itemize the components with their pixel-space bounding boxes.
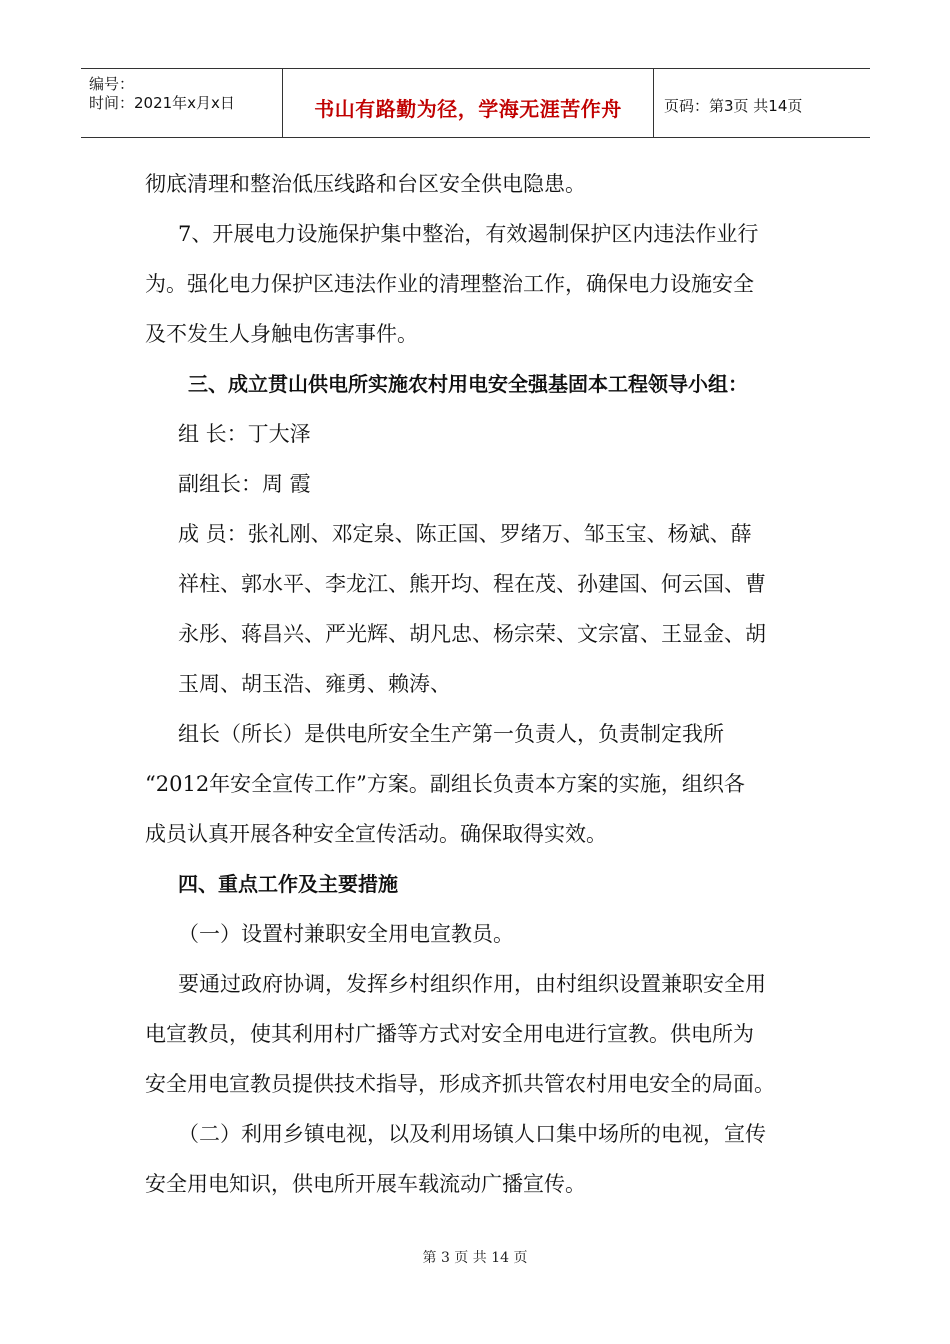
header-motto-cell [283,69,654,137]
header-page-info: 页码：第3页 共14页 [664,97,803,115]
members-line: 成 员：张礼刚、邓定泉、陈正国、罗绪万、邹玉宝、杨斌、薛 [178,522,752,546]
body-line: 成员认真开展各种安全宣传活动。确保取得实效。 [145,822,607,846]
section-heading-3: 三、成立贯山供电所实施农村用电安全强基固本工程领导小组： [188,372,748,396]
document-date: 时间：2021年x月x日 [89,94,235,112]
document-number-label: 编号： [89,75,135,93]
body-line: 安全用电宣教员提供技术指导，形成齐抓共管农村用电安全的局面。 [145,1072,775,1096]
body-line: 安全用电知识，供电所开展车载流动广播宣传。 [145,1172,586,1196]
body-line: 7、开展电力设施保护集中整治，有效遏制保护区内违法作业行 [178,222,759,246]
body-line: “2012年安全宣传工作”方案。副组长负责本方案的实施，组织各 [145,772,745,796]
members-line: 永彤、蒋昌兴、严光辉、胡凡忠、杨宗荣、文宗富、王显金、胡 [178,622,766,646]
header-meta-cell [81,69,283,137]
page-header [81,68,870,138]
body-line: 彻底清理和整治低压线路和台区安全供电隐患。 [145,172,586,196]
leader-line: 组 长：丁大泽 [178,422,311,446]
section-heading-4: 四、重点工作及主要措施 [178,872,398,896]
body-line: 组长（所长）是供电所安全生产第一负责人，负责制定我所 [178,722,724,746]
body-line: 为。强化电力保护区违法作业的清理整治工作，确保电力设施安全 [145,272,754,296]
header-page-cell [654,69,870,137]
body-line: 电宣教员，使其利用村广播等方式对安全用电进行宣教。供电所为 [145,1022,754,1046]
subsection-heading: （二）利用乡镇电视，以及利用场镇人口集中场所的电视，宣传 [178,1122,766,1146]
members-line: 祥柱、郭水平、李龙江、熊开均、程在茂、孙建国、何云国、曹 [178,572,766,596]
deputy-leader-line: 副组长：周 霞 [178,472,311,496]
page-footer: 第 3 页 共 14 页 [422,1250,528,1266]
subsection-heading: （一）设置村兼职安全用电宣教员。 [178,922,514,946]
header-motto: 书山有路勤为径，学海无涯苦作舟 [314,97,622,121]
members-line: 玉周、胡玉浩、雍勇、赖涛、 [178,672,451,696]
body-line: 及不发生人身触电伤害事件。 [145,322,418,346]
body-line: 要通过政府协调，发挥乡村组织作用，由村组织设置兼职安全用 [178,972,766,996]
